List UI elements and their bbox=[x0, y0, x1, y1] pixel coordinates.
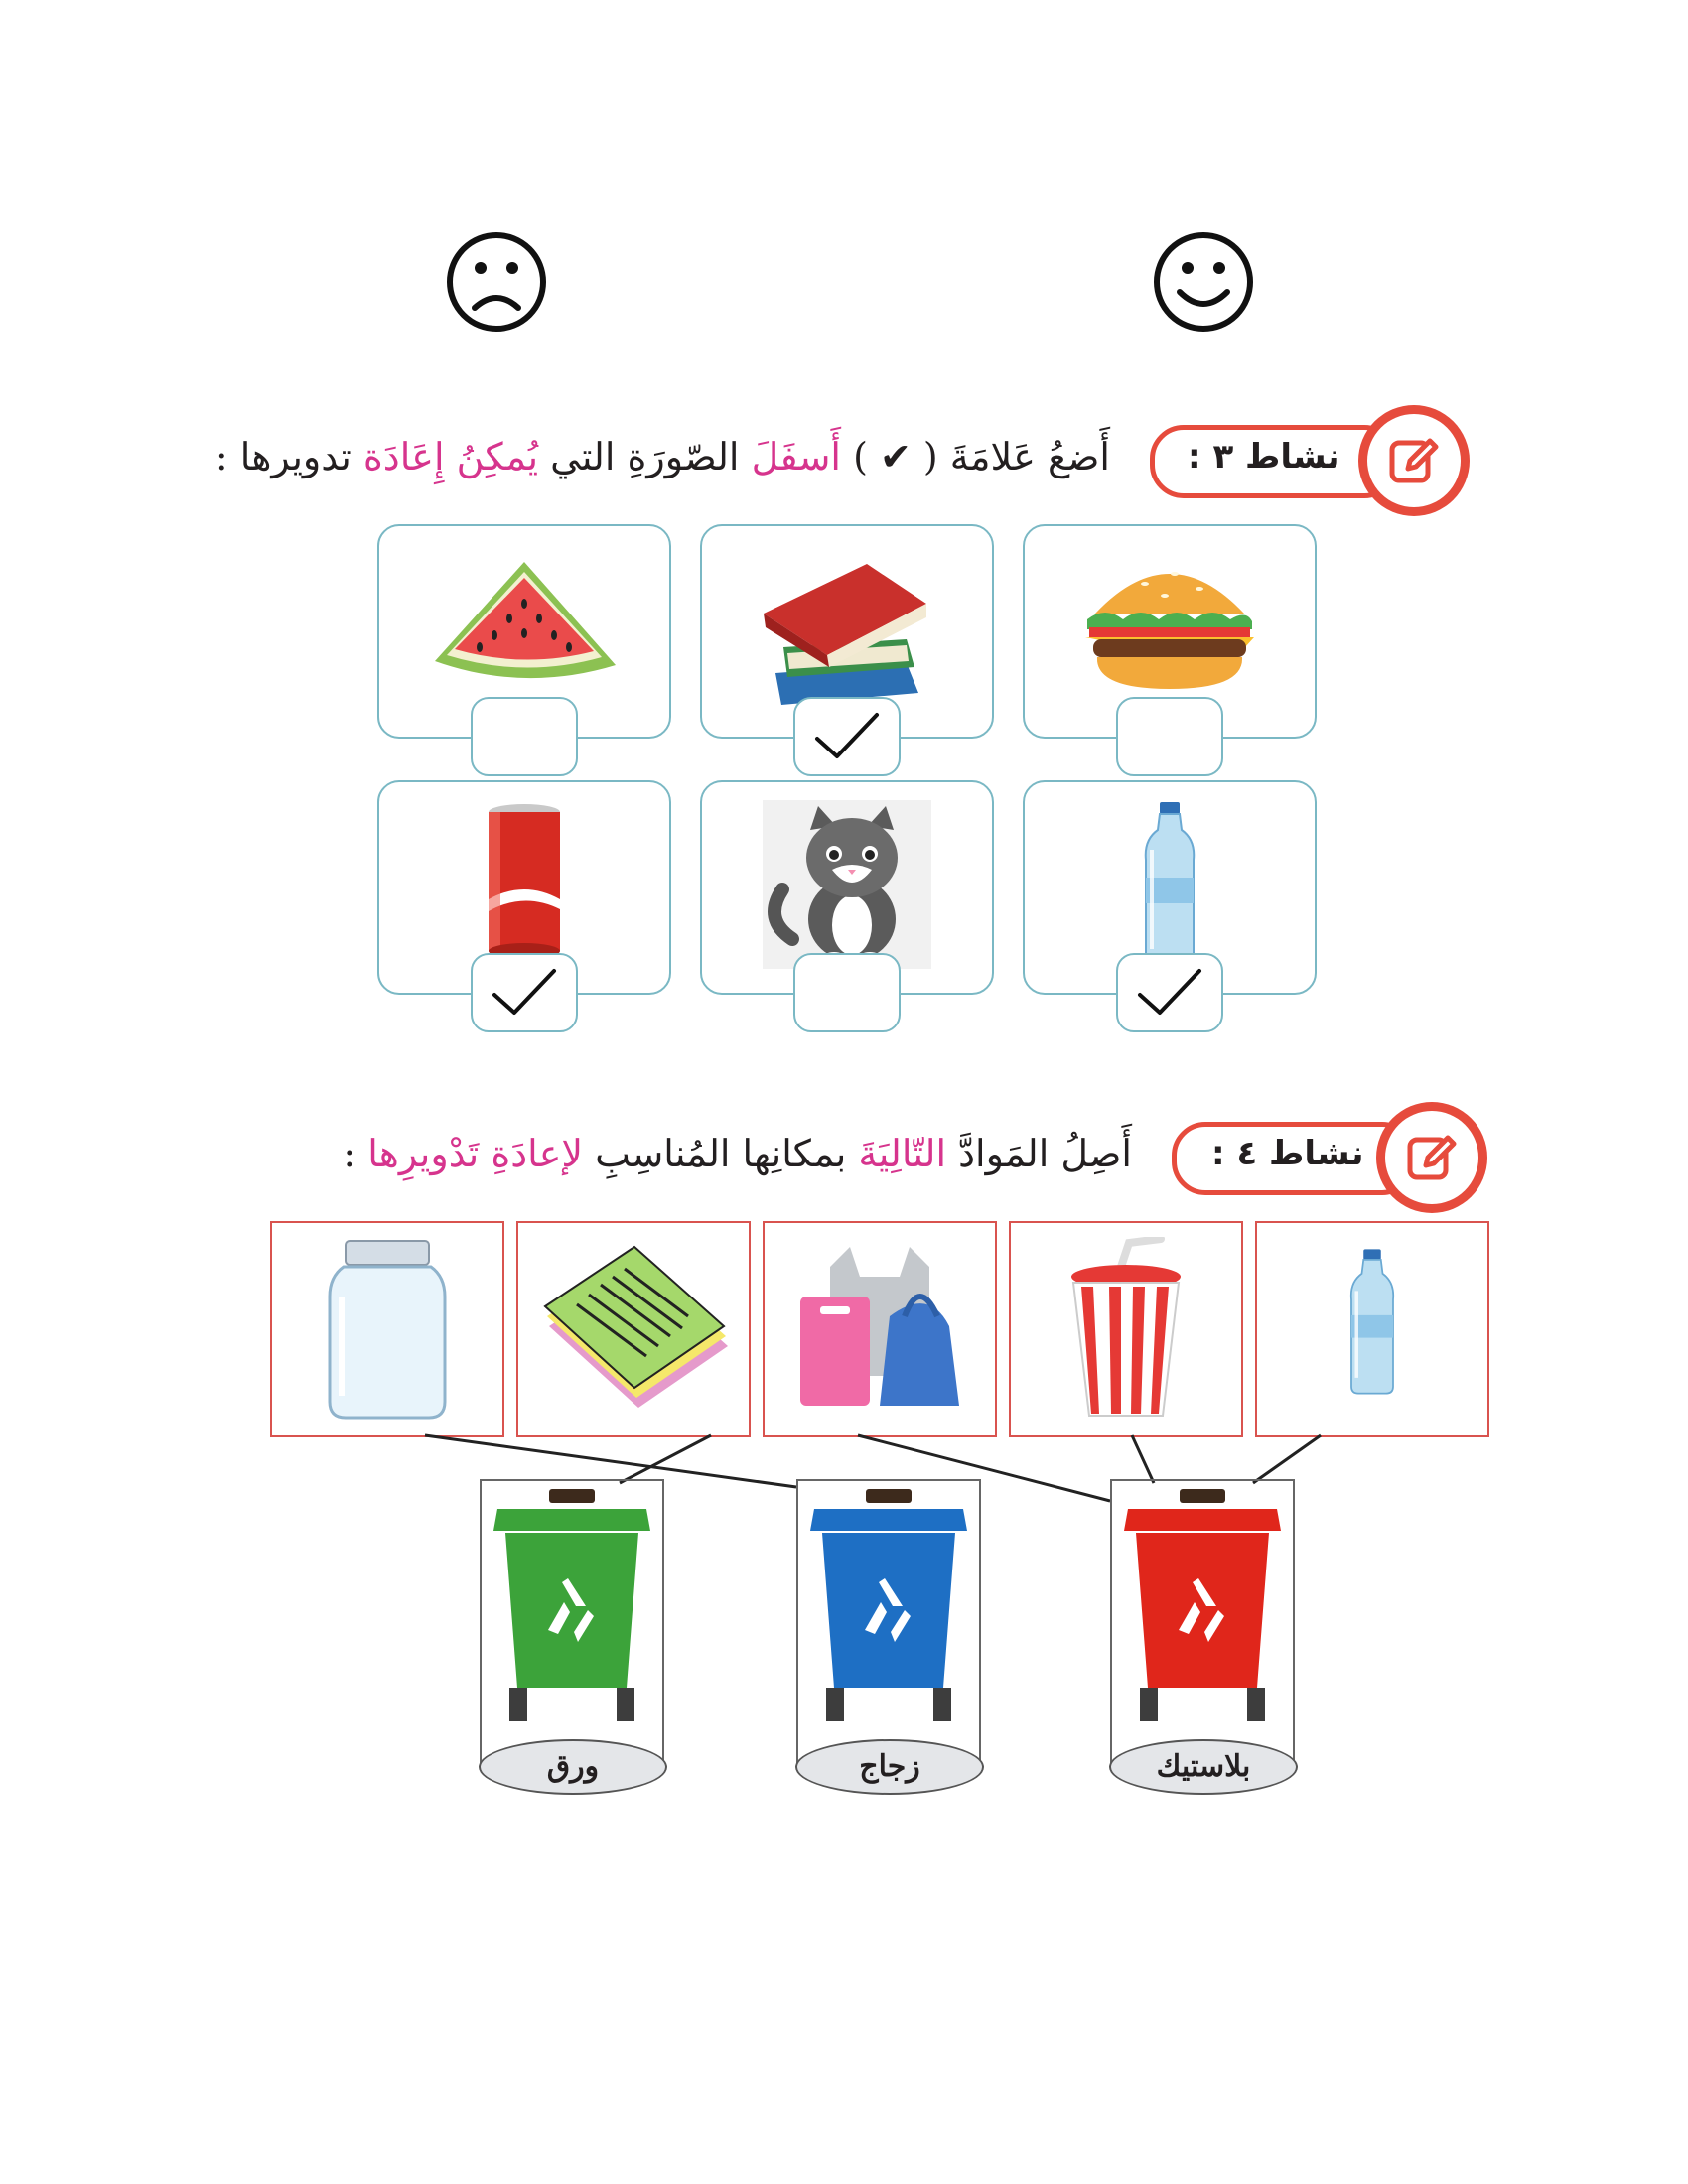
bin-label-glass: زجاج bbox=[795, 1739, 984, 1795]
match-line-bottle-to-plastic bbox=[1253, 1435, 1321, 1483]
bin-paper[interactable] bbox=[480, 1479, 664, 1784]
recycle-bin-green-icon bbox=[480, 1479, 664, 1765]
bin-label-plastic: بلاستيك bbox=[1109, 1739, 1298, 1795]
recycle-bin-blue-icon bbox=[796, 1479, 981, 1765]
activity4-label: نشاط ٤ : bbox=[1211, 1134, 1364, 1173]
recycle-bin-red-icon bbox=[1110, 1479, 1295, 1765]
activity4-instruction: أَصِلُ المَوادَّ التّالِيَةَ بمكانِها المُناسِبِ لإعادَةِ تَدْويرِها : bbox=[343, 1132, 1132, 1175]
match-line-paper-to-paper bbox=[620, 1435, 711, 1483]
bin-glass[interactable] bbox=[796, 1479, 981, 1784]
match-line-cup-to-plastic bbox=[1132, 1435, 1154, 1483]
bin-plastic[interactable] bbox=[1110, 1479, 1295, 1784]
activity3-instruction: أَضعُ عَلامَةَ ( ✔ ) أَسفَلَ الصّورَةِ التي يُمكِنُ إِعَادَة تدويرها : bbox=[214, 435, 1110, 478]
bin-label-paper: ورق bbox=[479, 1739, 667, 1795]
activity3-label: نشاط ٣ : bbox=[1188, 437, 1340, 477]
